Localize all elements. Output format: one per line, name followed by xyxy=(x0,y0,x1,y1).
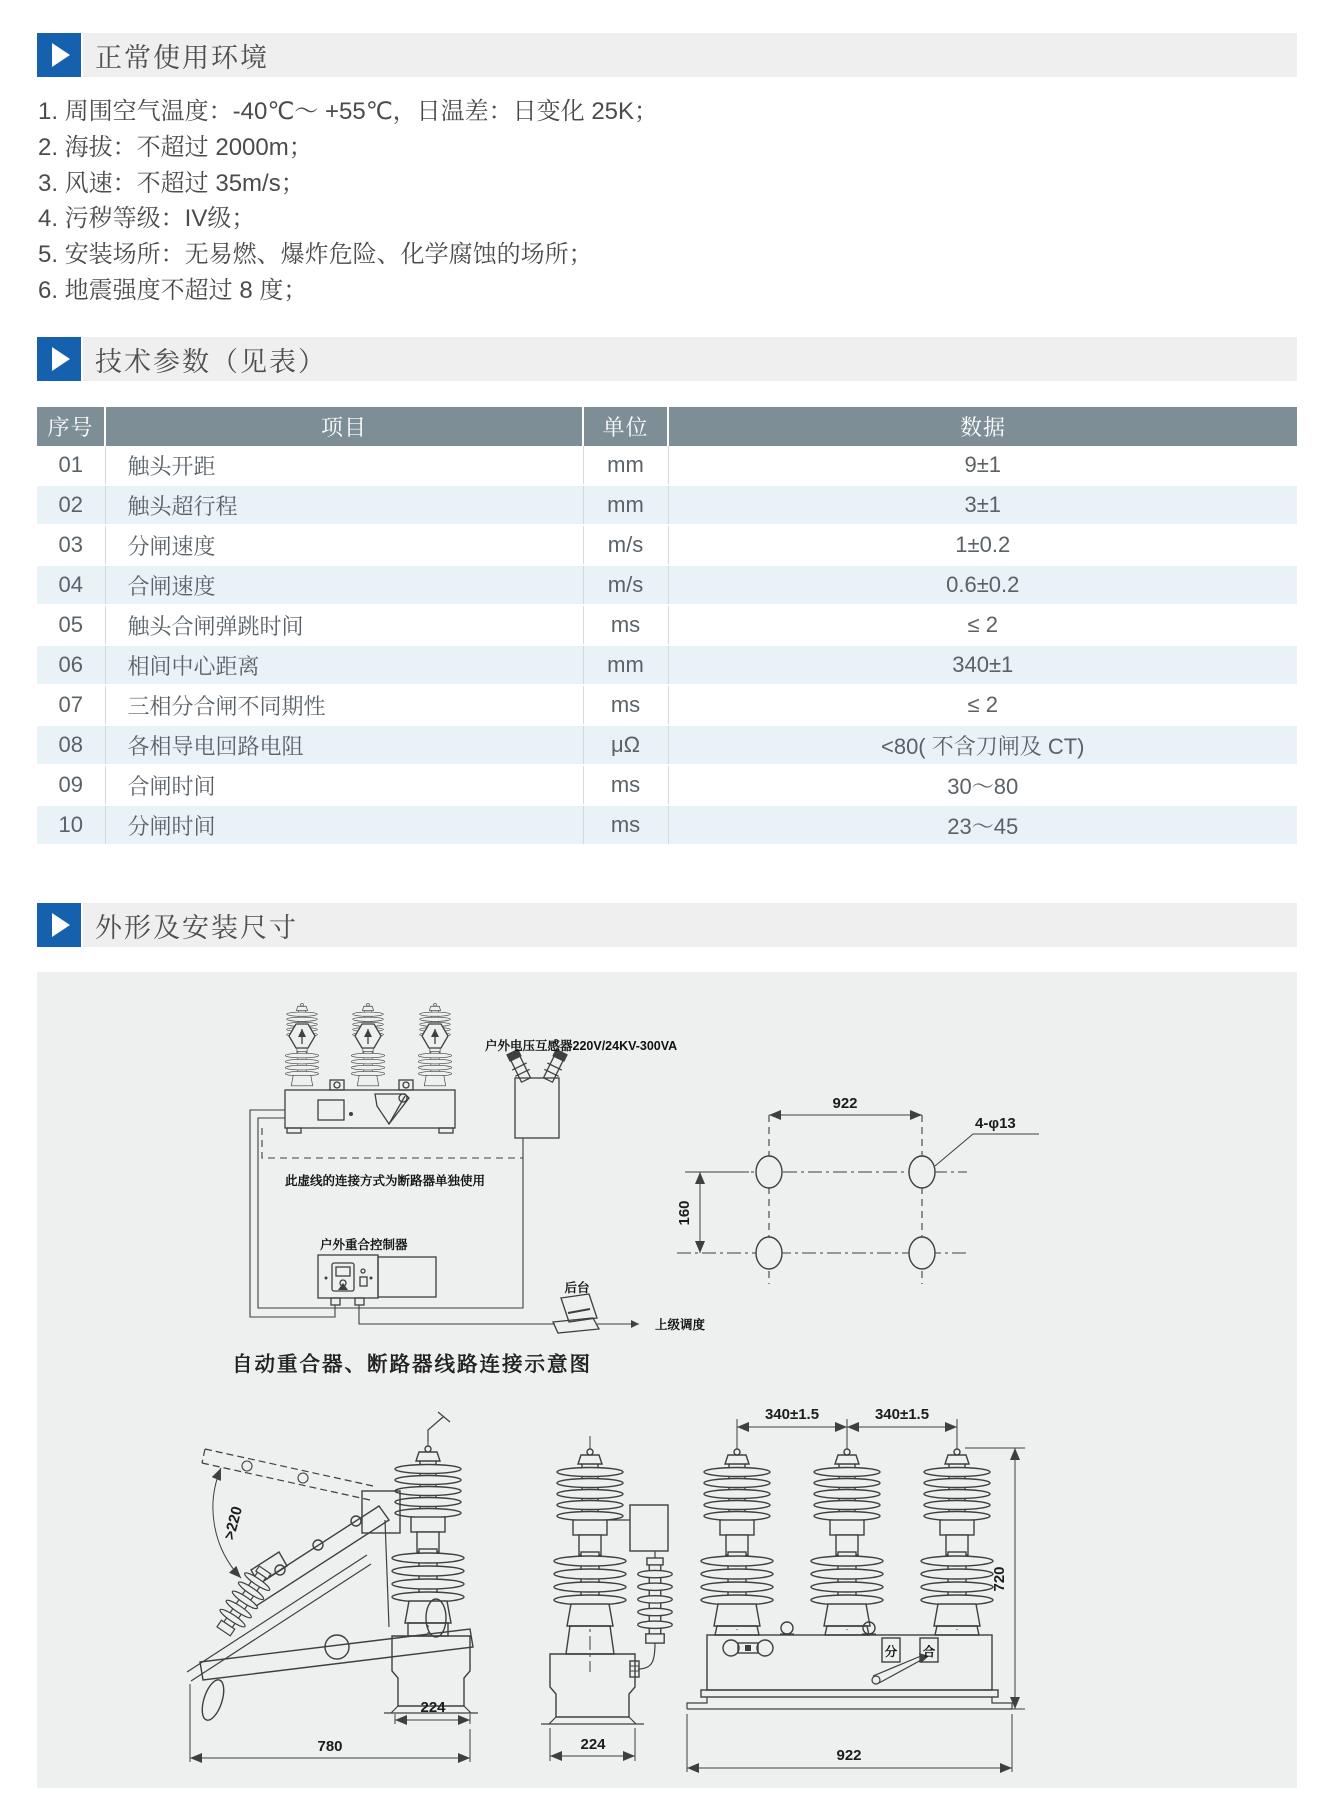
table-cell: 触头合闸弹跳时间 xyxy=(105,605,583,645)
table-cell: 03 xyxy=(37,525,105,565)
environment-list-item: 1. 周围空气温度：-40℃～ +55℃，日温差：日变化 25K； xyxy=(38,98,659,125)
dim-hole-span: 922 xyxy=(832,1095,858,1112)
mounting-hole xyxy=(909,1237,935,1269)
backend-label: 后台 xyxy=(564,1281,590,1295)
table-cell: 08 xyxy=(37,725,105,765)
table-cell: mm xyxy=(583,645,668,685)
table-cell: 分闸时间 xyxy=(105,805,583,845)
dim-base-width: 922 xyxy=(836,1747,862,1764)
table-cell: 04 xyxy=(37,565,105,605)
table-cell: 10 xyxy=(37,805,105,845)
section-title-band xyxy=(83,33,1297,77)
open-label: 分 xyxy=(884,1645,898,1659)
parameters-table xyxy=(37,407,1297,846)
hole-spec-label: 4-φ13 xyxy=(975,1115,1016,1132)
table-cell: 01 xyxy=(37,446,105,485)
table-cell: 合闸速度 xyxy=(105,565,583,605)
table-cell: 3±1 xyxy=(668,485,1297,525)
dim-rotation-angle: >220 xyxy=(220,1504,247,1542)
table-cell: 三相分合闸不同期性 xyxy=(105,685,583,725)
dim-front-width: 224 xyxy=(580,1736,606,1753)
mounting-hole xyxy=(909,1156,935,1188)
environment-list-item: 6. 地震强度不超过 8 度； xyxy=(38,276,308,304)
table-cell: ms xyxy=(583,605,668,645)
table-row xyxy=(37,525,1297,565)
table-cell: 触头超行程 xyxy=(105,485,583,525)
table-cell: ms xyxy=(583,805,668,845)
vt-label: 户外电压互感器220V/24KV-300VA xyxy=(485,1039,678,1053)
dim-phase-gap-right: 340±1.5 xyxy=(874,1406,930,1423)
table-cell: 分闸速度 xyxy=(105,525,583,565)
mounting-hole-drawing xyxy=(677,1115,1039,1284)
table-cell: 02 xyxy=(37,485,105,525)
table-row xyxy=(37,645,1297,685)
table-row xyxy=(37,446,1297,485)
section-parameters-header xyxy=(37,337,1297,381)
breaker-frame xyxy=(285,1090,455,1128)
table-row xyxy=(37,805,1297,845)
voltage-transformer-box xyxy=(515,1078,559,1138)
front-view-three-pole xyxy=(687,1419,1025,1772)
backend-laptop xyxy=(553,1294,599,1333)
table-header-row xyxy=(37,407,1297,446)
section-title-band xyxy=(83,337,1297,381)
table-cell: m/s xyxy=(583,525,668,565)
dispatch-label: 上级调度 xyxy=(655,1318,706,1332)
table-cell: 09 xyxy=(37,765,105,805)
section-title-band xyxy=(83,903,1297,947)
table-cell: 05 xyxy=(37,605,105,645)
environment-list-item: 5. 安装场所：无易燃、爆炸危险、化学腐蚀的场所； xyxy=(38,241,593,269)
dim-height: 720 xyxy=(991,1566,1008,1592)
table-row xyxy=(37,485,1297,525)
table-cell: 1±0.2 xyxy=(668,525,1297,565)
table-cell: 340±1 xyxy=(668,645,1297,685)
table-row xyxy=(37,765,1297,805)
table-row xyxy=(37,685,1297,725)
table-cell: 30～80 xyxy=(668,765,1297,805)
table-cell: 06 xyxy=(37,645,105,685)
table-cell: μΩ xyxy=(583,725,668,765)
section-arrow-icon xyxy=(37,337,81,381)
environment-list-item: 3. 风速：不超过 35m/s； xyxy=(38,169,305,197)
mounting-hole xyxy=(756,1237,782,1269)
dashed-note-label: 此虚线的连接方式为断路器单独使用 xyxy=(285,1174,486,1188)
controller-label: 户外重合控制器 xyxy=(320,1238,408,1252)
table-cell: ms xyxy=(583,765,668,805)
table-cell: 触头开距 xyxy=(105,446,583,485)
table-cell: <80( 不含刀闸及 CT) xyxy=(668,725,1297,765)
table-row xyxy=(37,605,1297,645)
column-header-unit: 单位 xyxy=(583,407,668,446)
dimension-drawings-panel xyxy=(37,972,1297,1788)
table-cell: 0.6±0.2 xyxy=(668,565,1297,605)
front-view-single-pole xyxy=(541,1436,672,1761)
table-cell: 07 xyxy=(37,685,105,725)
section-arrow-icon xyxy=(37,33,81,77)
close-label: 合 xyxy=(922,1645,936,1659)
table-cell: ms xyxy=(583,685,668,725)
section-title: 正常使用环境 xyxy=(95,42,269,73)
table-cell: ≤ 2 xyxy=(668,685,1297,725)
dim-side-total-width: 780 xyxy=(317,1738,343,1755)
dim-hole-row-gap: 160 xyxy=(676,1200,693,1226)
table-row xyxy=(37,565,1297,605)
table-cell: mm xyxy=(583,485,668,525)
table-cell: 相间中心距离 xyxy=(105,645,583,685)
section-title: 外形及安装尺寸 xyxy=(95,912,298,943)
environment-list xyxy=(38,94,658,309)
table-cell: 23～45 xyxy=(668,805,1297,845)
table-cell: mm xyxy=(583,446,668,485)
column-header-item: 项目 xyxy=(105,407,583,446)
section-arrow-icon xyxy=(37,903,81,947)
dim-phase-gap-left: 340±1.5 xyxy=(764,1406,820,1423)
table-cell: m/s xyxy=(583,565,668,605)
section-environment-header xyxy=(37,33,1297,77)
technical-drawing xyxy=(37,972,1297,1788)
column-header-data: 数据 xyxy=(668,407,1297,446)
environment-list-item: 4. 污秽等级：IV级； xyxy=(38,205,256,233)
table-cell: 各相导电回路电阻 xyxy=(105,725,583,765)
table-cell: 9±1 xyxy=(668,446,1297,485)
section-outline-header xyxy=(37,903,1297,947)
environment-list-item: 2. 海拔：不超过 2000m； xyxy=(38,133,313,161)
table-row xyxy=(37,725,1297,765)
dim-side-width: 224 xyxy=(420,1699,446,1716)
column-header-no: 序号 xyxy=(37,407,105,446)
table-cell: ≤ 2 xyxy=(668,605,1297,645)
section-title: 技术参数（见表） xyxy=(95,346,327,377)
schematic-caption: 自动重合器、断路器线路连接示意图 xyxy=(232,1353,592,1376)
mounting-hole xyxy=(756,1156,782,1188)
table-cell: 合闸时间 xyxy=(105,765,583,805)
